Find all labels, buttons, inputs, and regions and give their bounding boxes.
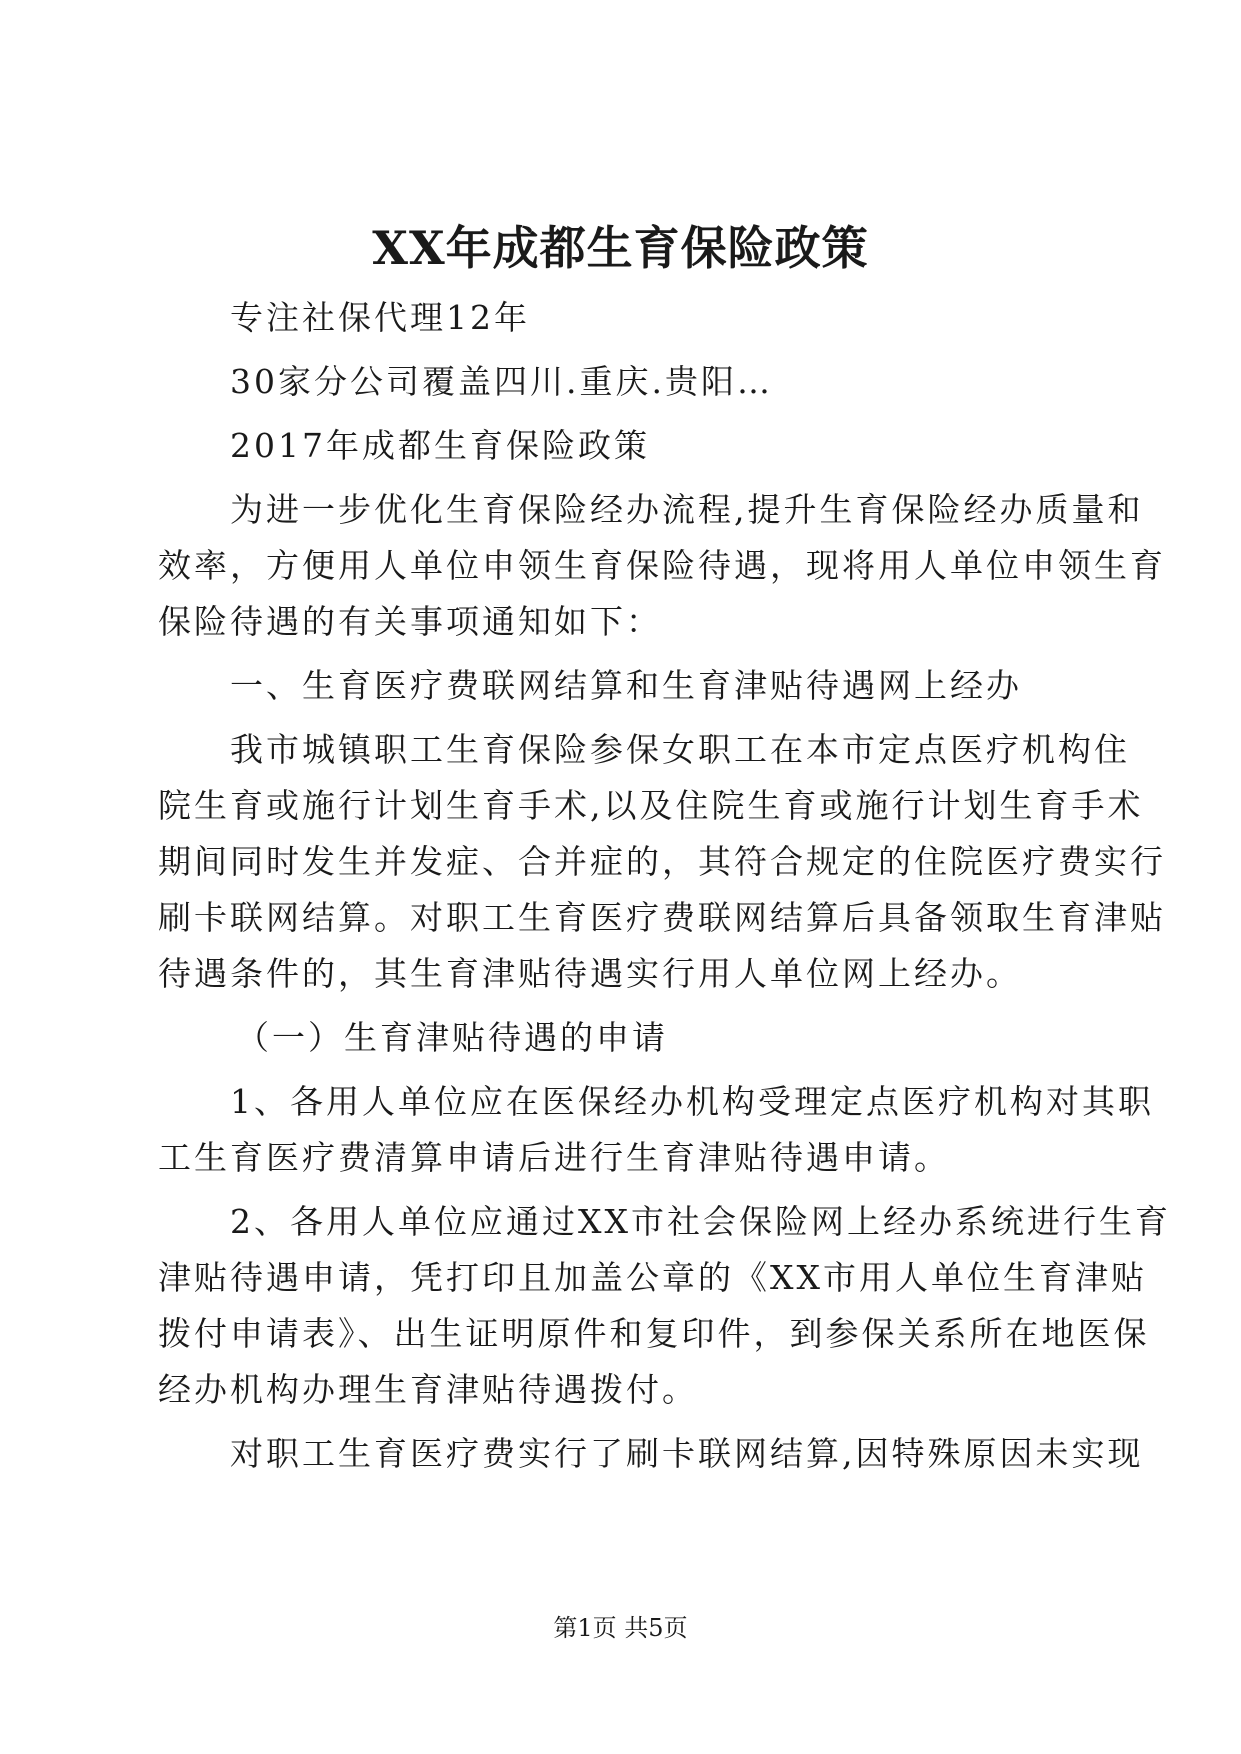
text-line: 效率，方便用人单位申领生育保险待遇，现将用人单位申领生育 [158,546,1166,585]
text-line: 待遇条件的，其生育津贴待遇实行用人单位网上经办。 [158,954,1022,993]
document-title: XX年成都生育保险政策 [372,221,869,275]
text-line: 为进一步优化生育保险经办流程,提升生育保险经办质量和 [230,490,1144,529]
text-line: 经办机构办理生育津贴待遇拨付。 [158,1370,698,1409]
paragraph [158,418,1088,474]
text-line: 拨付申请表》、出生证明原件和复印件，到参保关系所在地医保 [158,1314,1150,1353]
subsection-heading [158,1010,1088,1066]
paragraph [158,1194,1171,1418]
text-line: 期间同时发生并发症、合并症的，其符合规定的住院医疗费实行 [158,842,1166,881]
text-line: 2017年成都生育保险政策 [230,426,650,465]
text-line: 30家分公司覆盖四川.重庆.贵阳… [230,362,773,401]
section-heading [158,658,1088,714]
text-line: 专注社保代理12年 [230,298,530,337]
text-line: 院生育或施行计划生育手术,以及住院生育或施行计划生育手术 [158,786,1144,825]
text-line: 津贴待遇申请，凭打印且加盖公章的《XX市用人单位生育津贴 [158,1258,1147,1297]
paragraph [158,1426,1144,1482]
text-line: 对职工生育医疗费实行了刷卡联网结算,因特殊原因未实现 [230,1434,1144,1473]
document-body [158,290,1171,1490]
paragraph [158,354,1088,410]
text-line: 一、生育医疗费联网结算和生育津贴待遇网上经办 [230,666,1022,705]
paragraph [158,482,1166,650]
text-line: 保险待遇的有关事项通知如下： [158,602,662,641]
paragraph [158,290,1088,346]
page-footer: 第1页 共5页 [553,1614,688,1642]
text-line: 2、各用人单位应通过XX市社会保险网上经办系统进行生育 [230,1202,1171,1241]
text-line: （一）生育津贴待遇的申请 [236,1018,668,1057]
text-line: 1、各用人单位应在医保经办机构受理定点医疗机构对其职 [230,1082,1154,1121]
text-line: 工生育医疗费清算申请后进行生育津贴待遇申请。 [158,1138,950,1177]
text-line: 我市城镇职工生育保险参保女职工在本市定点医疗机构住 [230,730,1130,769]
paragraph [158,1074,1154,1186]
text-line: 刷卡联网结算。对职工生育医疗费联网结算后具备领取生育津贴 [158,898,1166,937]
paragraph [158,722,1166,1002]
